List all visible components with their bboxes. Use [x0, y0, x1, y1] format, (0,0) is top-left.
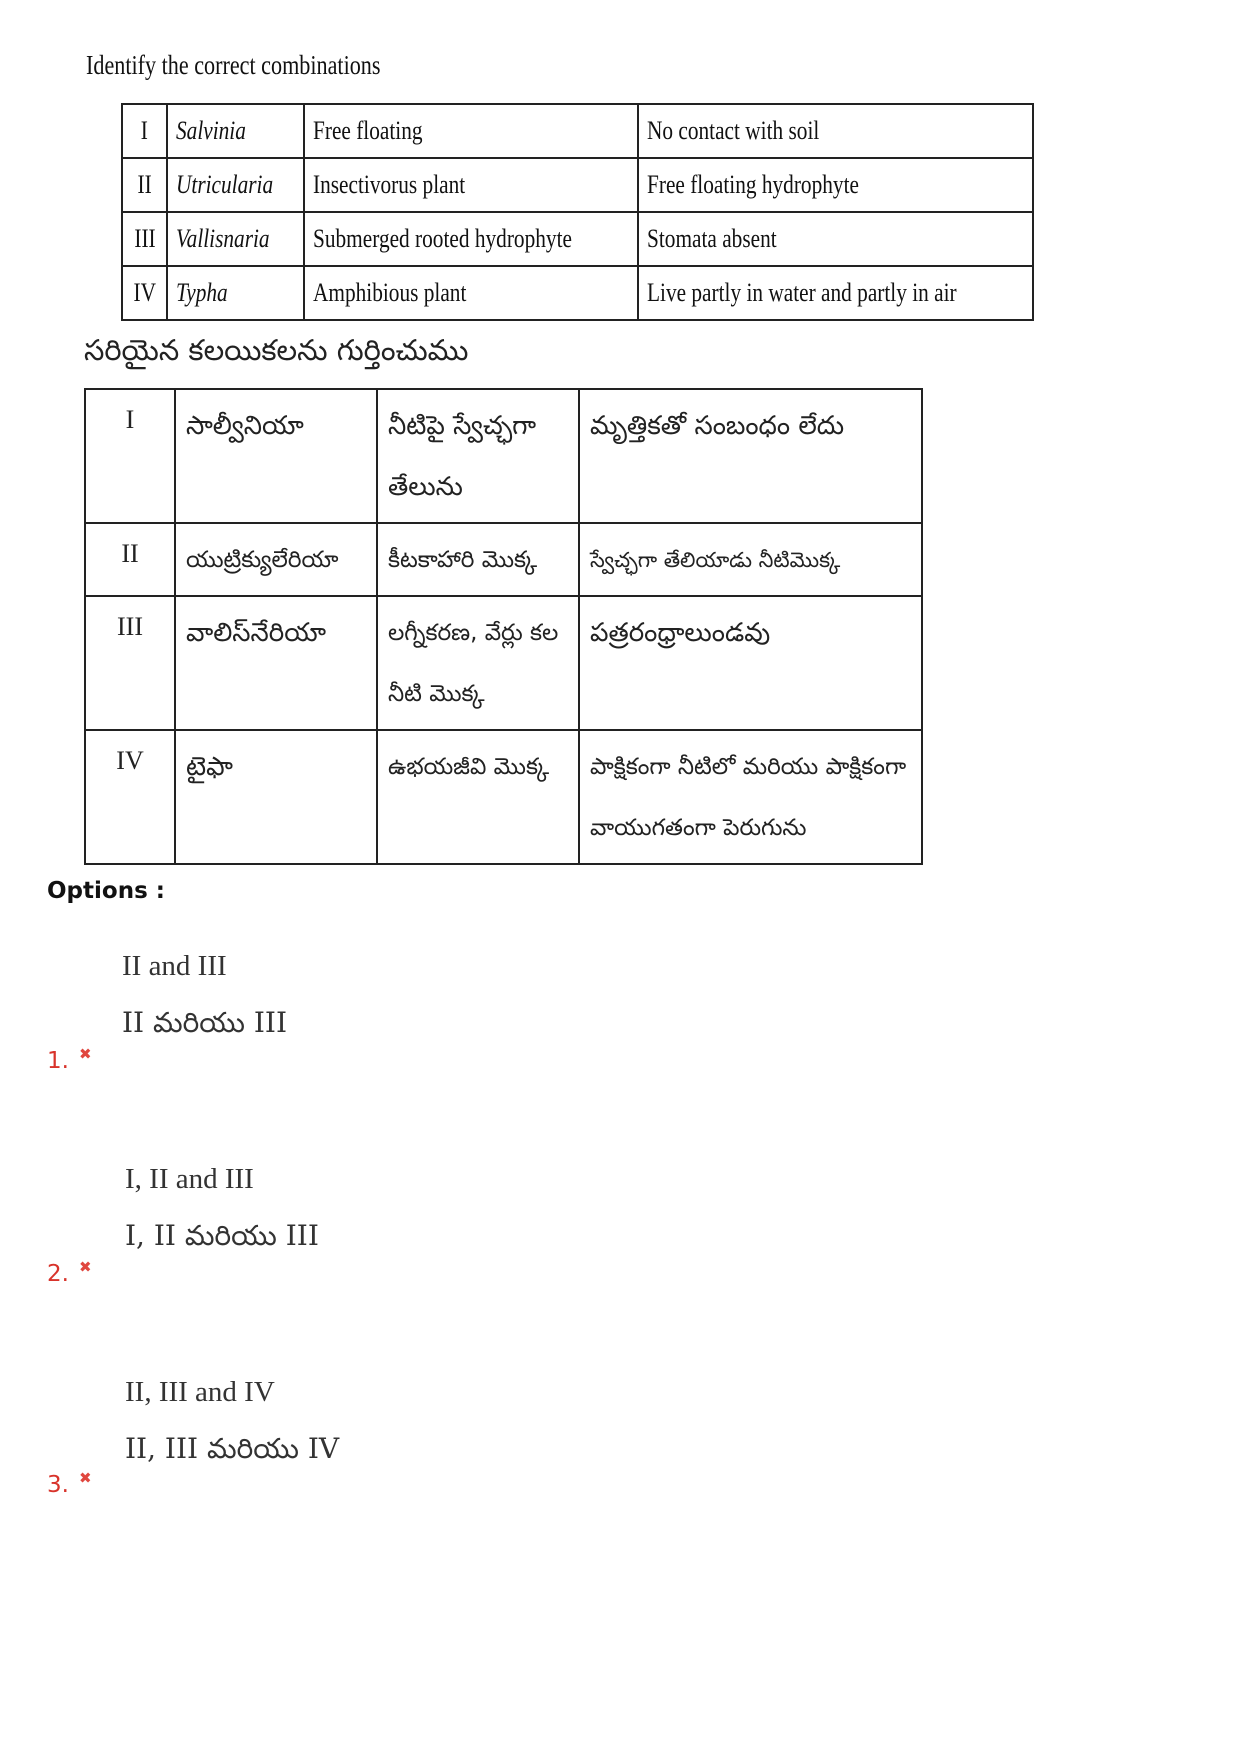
option-number: 2.: [47, 1261, 69, 1287]
options-label: Options :: [47, 878, 165, 904]
wrong-cross-icon: ✖: [79, 1469, 92, 1487]
row-number: IV: [85, 730, 175, 864]
plant-name: వాలిస్‌నేరియా: [175, 596, 377, 730]
table-row: [122, 158, 1033, 212]
table-row: [85, 730, 922, 864]
option-3[interactable]: [0, 1366, 1240, 1536]
plant-type: కీటకాహారి మొక్క: [377, 523, 579, 596]
plant-type: ఉభయజీవి మొక్క: [377, 730, 579, 864]
plant-name: సాల్వీనియా: [175, 389, 377, 523]
option-text-en: II and III: [122, 950, 227, 982]
plant-feature: Live partly in water and partly in air: [638, 266, 1034, 320]
plant-feature: No contact with soil: [638, 104, 1034, 158]
option-text-te: II మరియు III: [122, 1006, 288, 1039]
plant-name: టైఫా: [175, 730, 377, 864]
wrong-cross-icon: ✖: [79, 1258, 92, 1276]
option-text-en: II, III and IV: [125, 1376, 275, 1408]
plant-type: Amphibious plant: [304, 266, 638, 320]
plant-name: Salvinia: [167, 104, 303, 158]
row-number: III: [122, 212, 167, 266]
row-number: I: [122, 104, 167, 158]
question-table-en: [121, 103, 1034, 321]
plant-feature: Stomata absent: [638, 212, 1034, 266]
table-row: [85, 389, 922, 523]
row-number: II: [122, 158, 167, 212]
plant-name: Typha: [167, 266, 303, 320]
option-text-te: I, II మరియు III: [125, 1219, 319, 1252]
option-text-en: I, II and III: [125, 1163, 254, 1195]
plant-type: Free floating: [304, 104, 638, 158]
option-1[interactable]: [0, 940, 1240, 1110]
plant-feature: స్వేచ్ఛగా తేలియాడు నీటిమొక్క: [579, 523, 922, 596]
wrong-cross-icon: ✖: [79, 1045, 92, 1063]
plant-type: Insectivorus plant: [304, 158, 638, 212]
question-table-te: [84, 388, 923, 865]
option-text-te: II, III మరియు IV: [125, 1432, 340, 1465]
row-number: IV: [122, 266, 167, 320]
table-row: [85, 596, 922, 730]
plant-type: నీటిపై స్వేచ్ఛగా తేలును: [377, 389, 579, 523]
option-number: 3.: [47, 1472, 69, 1498]
table-row: [85, 523, 922, 596]
question-heading-en: Identify the correct combinations: [86, 50, 381, 80]
option-2[interactable]: [0, 1153, 1240, 1323]
plant-feature: Free floating hydrophyte: [638, 158, 1034, 212]
plant-name: Utricularia: [167, 158, 303, 212]
table-row: [122, 104, 1033, 158]
row-number: III: [85, 596, 175, 730]
table-row: [122, 266, 1033, 320]
row-number: I: [85, 389, 175, 523]
plant-feature: పాక్షికంగా నీటిలో మరియు పాక్షికంగా వాయుగతంగా పెరుగును: [579, 730, 922, 864]
plant-type: లగ్నీకరణ, వేర్లు కల నీటి మొక్క: [377, 596, 579, 730]
table-row: [122, 212, 1033, 266]
plant-feature: మృత్తికతో సంబంధం లేదు: [579, 389, 922, 523]
row-number: II: [85, 523, 175, 596]
question-heading-te: సరియైన కలయికలను గుర్తించుము: [84, 333, 469, 367]
plant-feature: పత్రరంధ్రాలుండవు: [579, 596, 922, 730]
plant-type: Submerged rooted hydrophyte: [304, 212, 638, 266]
plant-name: Vallisnaria: [167, 212, 303, 266]
option-number: 1.: [47, 1048, 69, 1074]
plant-name: యుట్రిక్యులేరియా: [175, 523, 377, 596]
